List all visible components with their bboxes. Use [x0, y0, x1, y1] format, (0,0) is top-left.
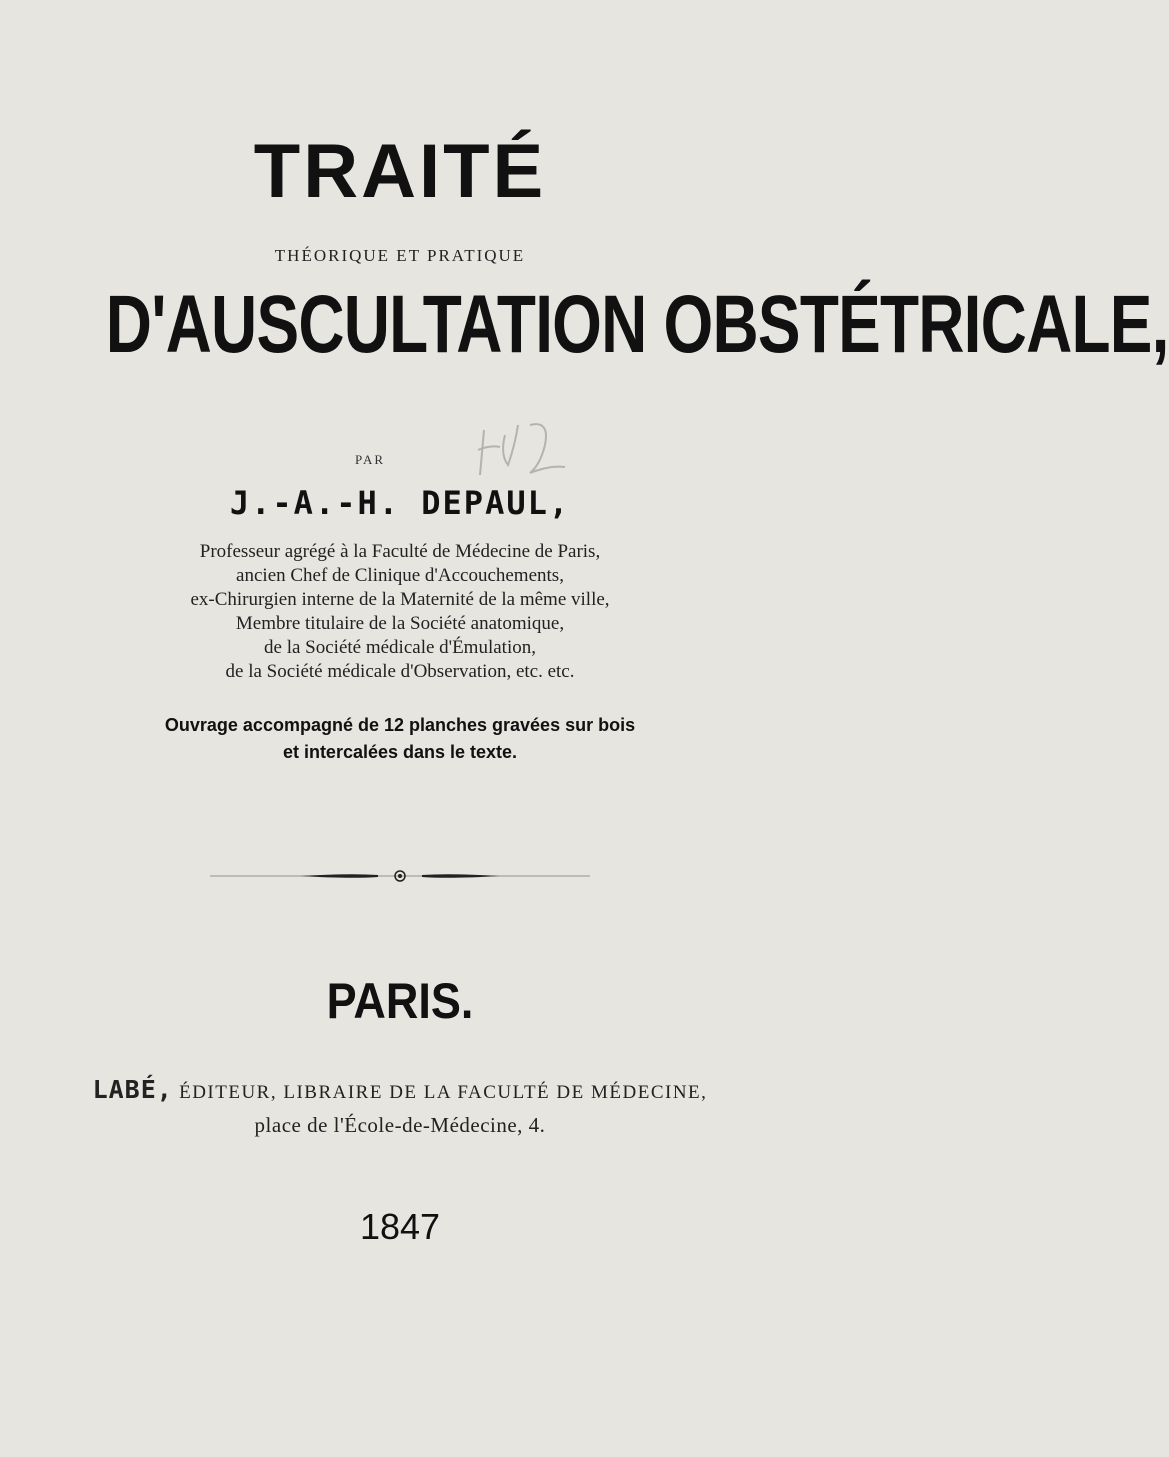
author-name: J.-A.-H. DEPAUL, — [229, 484, 571, 522]
note-line: et intercalées dans le texte. — [282, 742, 518, 762]
publication-year: 1847 — [359, 1206, 441, 1247]
credential-line: de la Société médicale d'Observation, etc. etc. — [225, 661, 575, 682]
illustration-note — [0, 712, 800, 766]
credential-line: ex-Chirurgien interne de la Maternité de la même ville, — [190, 589, 610, 610]
credentials — [0, 540, 800, 684]
ornamental-rule — [200, 866, 600, 886]
city: PARIS. — [326, 973, 474, 1029]
credential-line: de la Société médicale d'Émulation, — [264, 637, 536, 658]
credential-line: ancien Chef de Clinique d'Accouchements, — [236, 565, 564, 586]
credential-line: Professeur agrégé à la Faculté de Médecine de Paris, — [199, 541, 601, 562]
publisher-address: place de l'École-de-Médecine, 4. — [254, 1113, 546, 1137]
publisher-name: LABÉ, — [92, 1075, 173, 1104]
handwritten-annotation — [470, 405, 570, 485]
publisher-desc: ÉDITEUR, LIBRAIRE DE LA FACULTÉ DE MÉDECINE, — [179, 1082, 708, 1103]
publisher-line — [0, 1075, 800, 1104]
note-line: Ouvrage accompagné de 12 planches gravées sur bois — [164, 715, 636, 735]
title-main: TRAITÉ — [253, 129, 547, 214]
title-big: D'AUSCULTATION OBSTÉTRICALE, — [105, 279, 1169, 370]
subtitle: THÉORIQUE ET PRATIQUE — [274, 246, 526, 265]
par-label: PAR — [354, 452, 386, 467]
credential-line: Membre titulaire de la Société anatomique, — [235, 613, 565, 634]
